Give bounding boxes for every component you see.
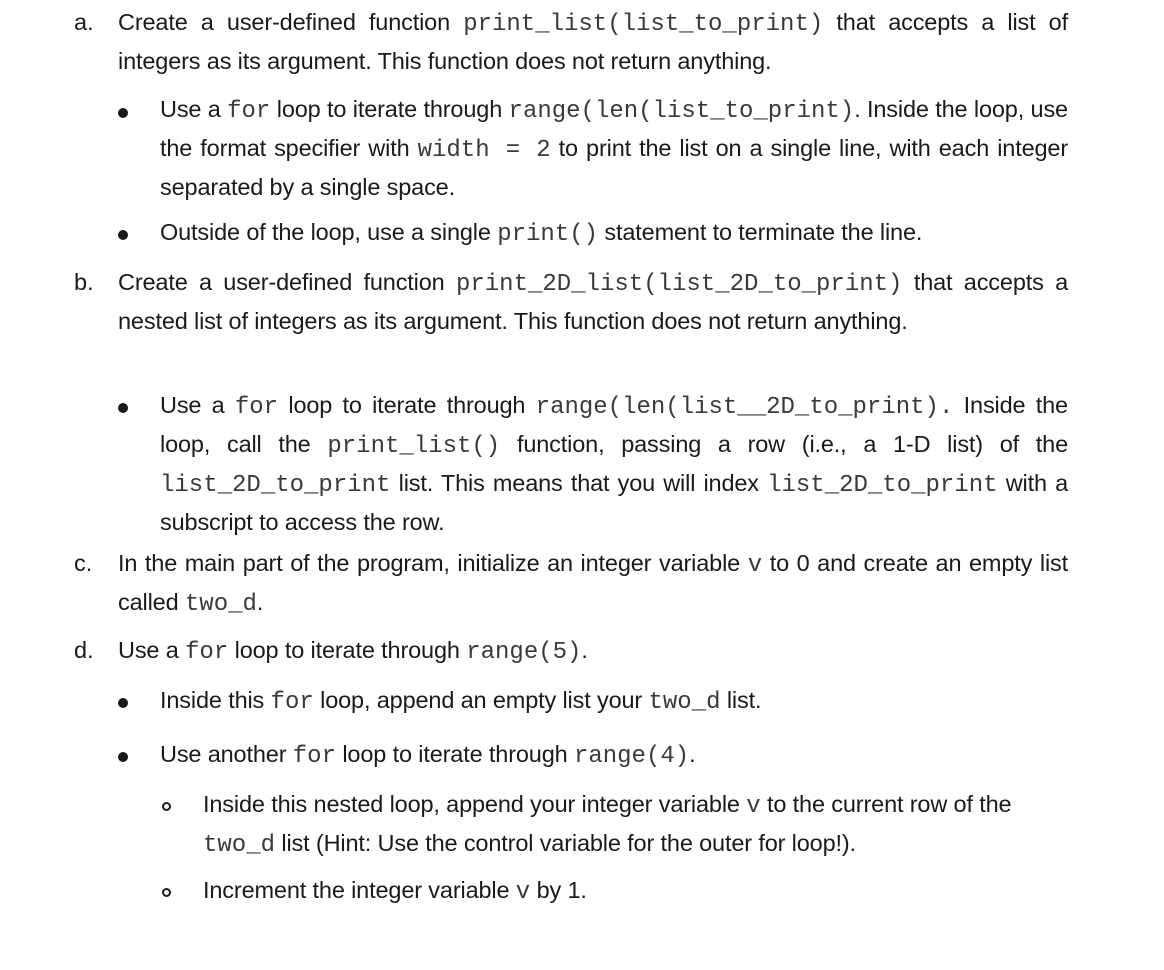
item-d-text: Use a for loop to iterate through range(5).: [118, 637, 588, 666]
item-b-text: Create a user-defined function print_2D_list(list_2D_to_print) that accepts a nested list of integers as its argument. This function does not return anything.: [118, 269, 1068, 334]
item-d-bullet-1-text: Inside this for loop, append an empty list your two_d list.: [160, 687, 762, 716]
circle-bullet-icon: [162, 802, 171, 811]
item-a-bullet-2-text: Outside of the loop, use a single print() statement to terminate the line.: [160, 219, 923, 248]
bullet-icon: [118, 230, 128, 240]
item-b-letter: b.: [74, 269, 94, 295]
item-d-sub-2-text: Increment the integer variable v by 1.: [203, 877, 587, 906]
item-d-letter: d.: [74, 637, 94, 663]
item-c-letter: c.: [74, 550, 93, 576]
item-a-bullet-1-text: Use a for loop to iterate through range(len(list_to_print). Inside the loop, use the format specifier with width = 2 to print the list on a single line, with each integer separated by a single space.: [160, 96, 1069, 200]
item-d-sub-1-text: Inside this nested loop, append your integer variable v to the current row of the two_d list (Hint: Use the control variable for the outer for loop!).: [203, 791, 1012, 859]
bullet-icon: [118, 108, 128, 118]
bullet-icon: [118, 403, 128, 413]
item-c-text: In the main part of the program, initialize an integer variable v to 0 and create an empty list called two_d.: [118, 550, 1068, 618]
item-a-text: Create a user-defined function print_list(list_to_print) that accepts a list of integers as its argument. This function does not return anything.: [118, 9, 1068, 74]
bullet-icon: [118, 698, 128, 708]
item-a-letter: a.: [74, 9, 94, 35]
item-d-bullet-2-text: Use another for loop to iterate through range(4).: [160, 741, 696, 770]
code-print-list-signature: print_list(list_to_print): [463, 11, 824, 38]
circle-bullet-icon: [162, 888, 171, 897]
bullet-icon: [118, 752, 128, 762]
item-b-bullet-1-text: Use a for loop to iterate through range(len(list__2D_to_print). Inside the loop, call the print_list() function, passing a row (i.e., a 1-D list) of the list_2D_to_print list. This means that you will index list_2D_to_print with a subscript to access the row.: [160, 392, 1069, 535]
code-print-2d-list-signature: print_2D_list(list_2D_to_print): [455, 271, 903, 298]
